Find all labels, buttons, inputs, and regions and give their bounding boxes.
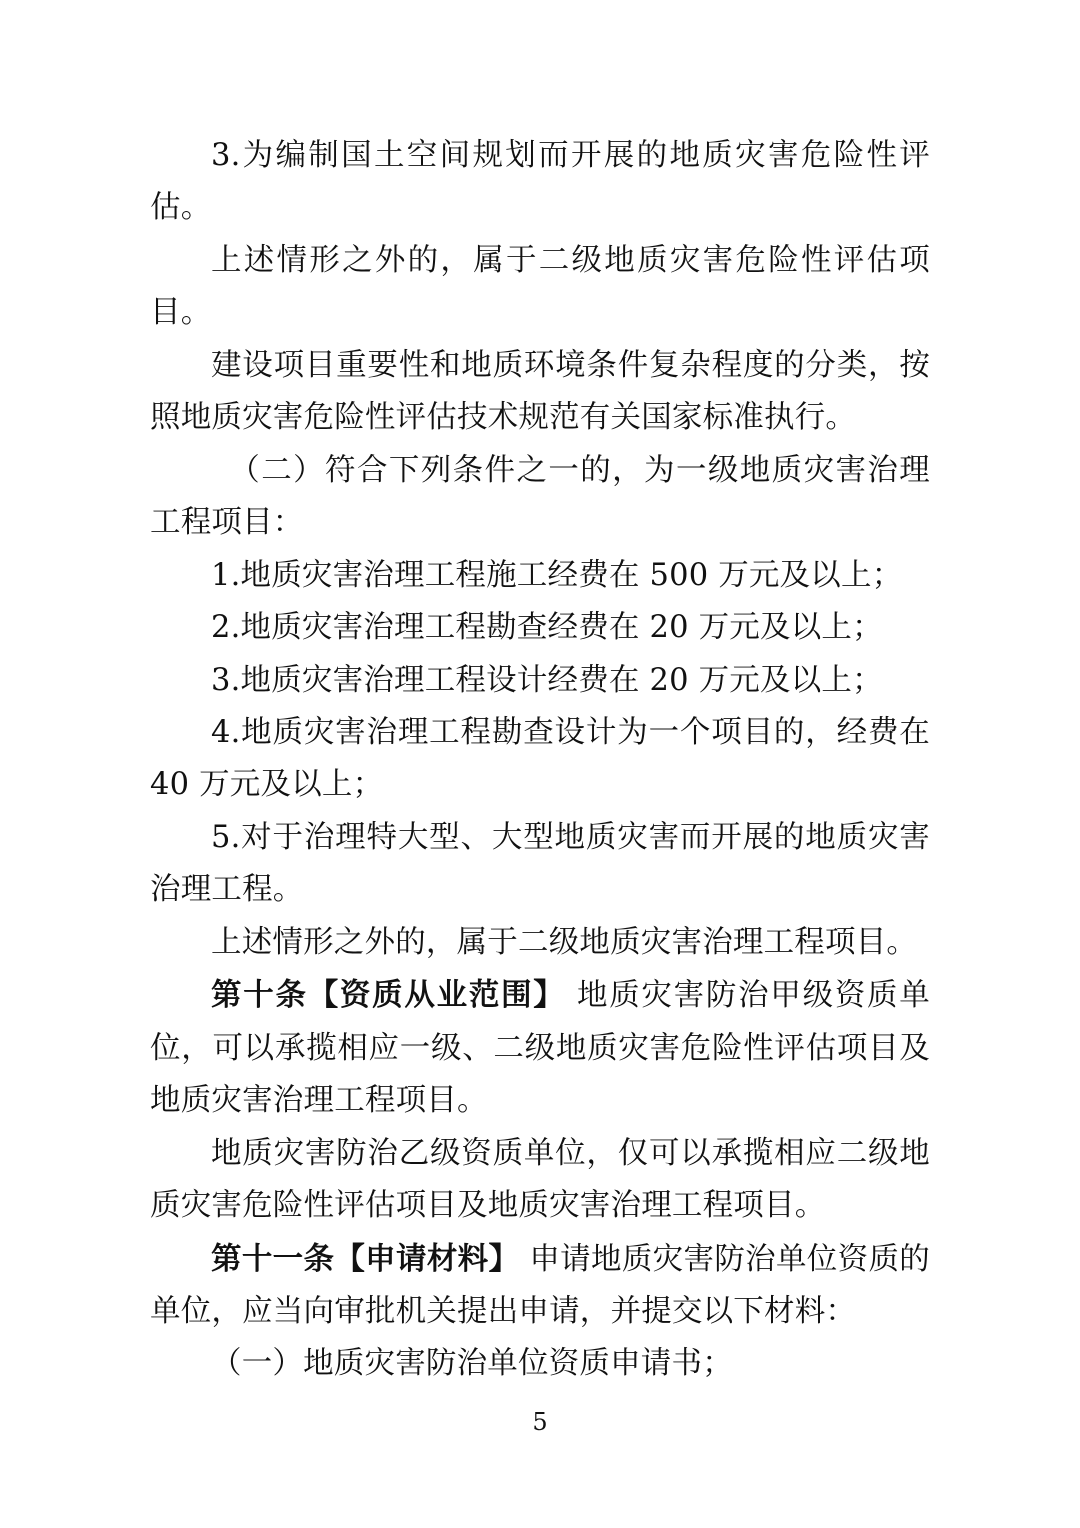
paragraph-survey-cost: 2.地质灾害治理工程勘查经费在 20 万元及以上； (211, 610, 883, 646)
paragraph-material-item-one: （一）地质灾害防治单位资质申请书； (211, 1346, 733, 1382)
document-body (150, 130, 930, 1391)
paragraph-classification-standard: 建设项目重要性和地质环境条件复杂程度的分类，按照地质灾害危险性评估技术规范有关国家标准执行。 (150, 347, 930, 436)
paragraph-major-disaster-treatment: 5.对于治理特大型、大型地质灾害而开展的地质灾害治理工程。 (150, 819, 930, 908)
paragraph-design-cost: 3.地质灾害治理工程设计经费在 20 万元及以上； (211, 662, 883, 698)
paragraph-article-eleven (150, 1233, 930, 1339)
paragraph-level2-assessment: 上述情形之外的，属于二级地质灾害危险性评估项目。 (150, 242, 930, 331)
paragraph-class-b-scope: 地质灾害防治乙级资质单位，仅可以承揽相应二级地质灾害危险性评估项目及地质灾害治理工程项目。 (150, 1135, 930, 1224)
article-eleven-text: 申请地质灾害防治单位资质的单位，应当向审批机关提出申请，并提交以下材料： (150, 1241, 931, 1329)
page-number: 5 (532, 1408, 548, 1436)
paragraph-article-ten (150, 969, 930, 1127)
paragraph-survey-design-combined-cost: 4.地质灾害治理工程勘查设计为一个项目的，经费在 40 万元及以上； (150, 714, 930, 803)
article-ten-text: 地质灾害防治甲级资质单位，可以承揽相应一级、二级地质灾害危险性评估项目及地质灾害治理工程项目。 (150, 978, 930, 1119)
paragraph-level2-treatment: 上述情形之外的，属于二级地质灾害治理工程项目。 (211, 924, 918, 960)
article-ten-heading: 第十条【资质从业范围】 (211, 977, 566, 1014)
paragraph-3-planning-assessment: 3.为编制国土空间规划而开展的地质灾害危险性评估。 (150, 138, 930, 226)
article-eleven-heading: 第十一条【申请材料】 (211, 1240, 520, 1277)
paragraph-item-two-level1-treatment: （二）符合下列条件之一的，为一级地质灾害治理工程项目： (150, 452, 930, 541)
paragraph-construction-cost: 1.地质灾害治理工程施工经费在 500 万元及以上； (211, 557, 903, 593)
